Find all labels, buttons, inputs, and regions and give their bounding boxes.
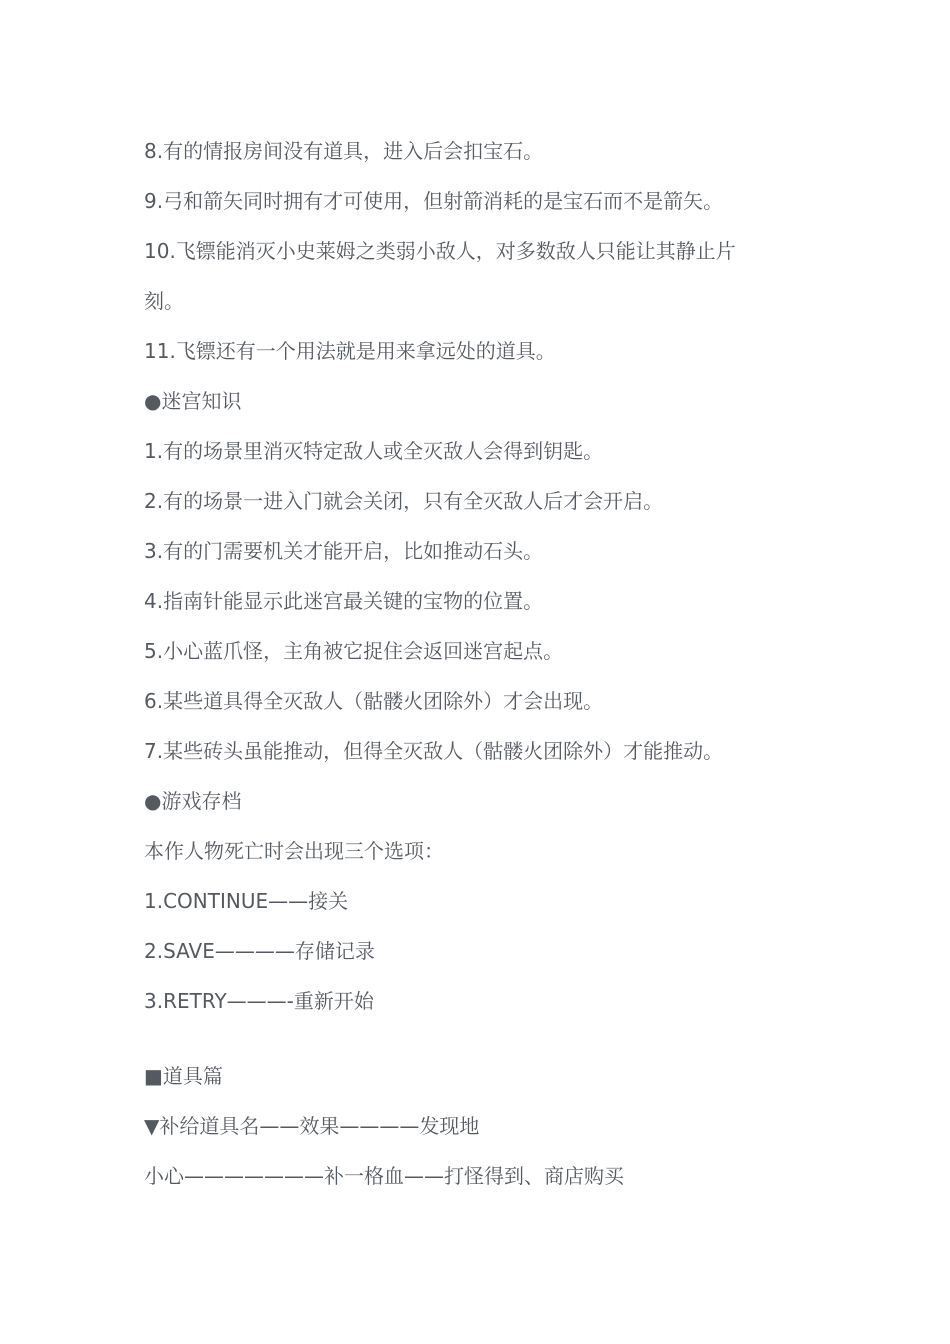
text-line-tip-11: 11.飞镖还有一个用法就是用来拿远处的道具。 [144, 339, 556, 363]
section-heading-save: ●游戏存档 [144, 789, 242, 813]
text-line-maze-5: 5.小心蓝爪怪，主角被它捉住会返回迷宫起点。 [144, 639, 564, 663]
text-line-save-intro: 本作人物死亡时会出现三个选项： [144, 839, 444, 863]
section-heading-maze: ●迷宫知识 [144, 389, 242, 413]
text-line-maze-1: 1.有的场景里消灭特定敌人或全灭敌人会得到钥匙。 [144, 439, 604, 463]
text-line-maze-6: 6.某些道具得全灭敌人（骷髅火团除外）才会出现。 [144, 689, 604, 713]
text-line-maze-4: 4.指南针能显示此迷宫最关键的宝物的位置。 [144, 589, 544, 613]
text-line-tip-9: 9.弓和箭矢同时拥有才可使用，但射箭消耗的是宝石而不是箭矢。 [144, 189, 724, 213]
document-body [144, 126, 824, 1201]
text-line-tip-10: 10.飞镖能消灭小史莱姆之类弱小敌人，对多数敌人只能让其静止片 [144, 239, 736, 263]
text-line-save-save: 2.SAVE————存储记录 [144, 939, 375, 963]
section-heading-items: ■道具篇 [144, 1064, 223, 1088]
text-line-save-retry: 3.RETRY———-重新开始 [144, 989, 374, 1013]
text-line-maze-2: 2.有的场景一进入门就会关闭，只有全灭敌人后才会开启。 [144, 489, 664, 513]
text-line-items-header: ▼补给道具名——效果————发现地 [144, 1114, 480, 1138]
text-line-maze-3: 3.有的门需要机关才能开启，比如推动石头。 [144, 539, 544, 563]
text-line-item-heart: 小心———————补一格血——打怪得到、商店购买 [144, 1164, 624, 1188]
text-line-maze-7: 7.某些砖头虽能推动，但得全灭敌人（骷髅火团除外）才能推动。 [144, 739, 724, 763]
text-line-tip-10-cont: 刻。 [144, 289, 184, 313]
text-line-tip-8: 8.有的情报房间没有道具，进入后会扣宝石。 [144, 139, 544, 163]
text-line-save-continue: 1.CONTINUE——接关 [144, 889, 349, 913]
